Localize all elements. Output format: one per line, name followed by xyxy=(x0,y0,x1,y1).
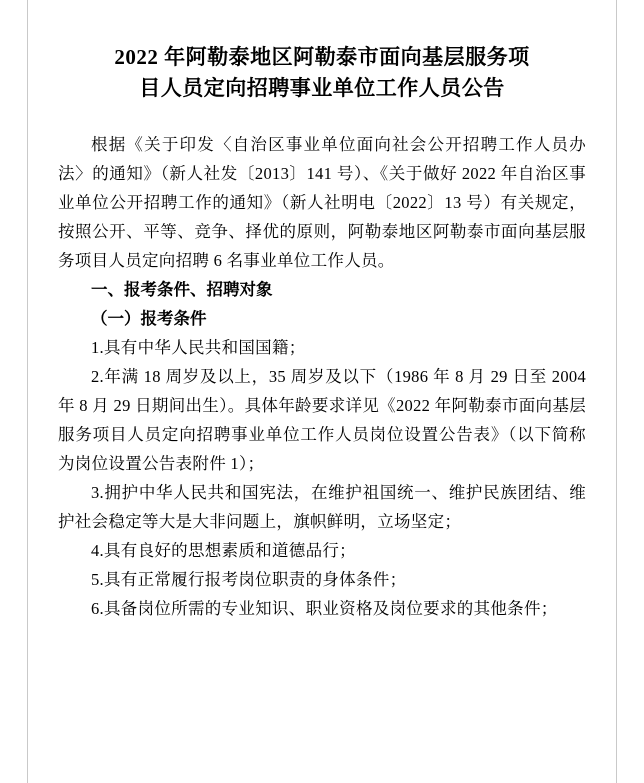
list-item-3: 3.拥护中华人民共和国宪法，在维护祖国统一、维护民族团结、维护社会稳定等大是大非问题上，旗帜鲜明，立场坚定； xyxy=(58,483,586,531)
list-item-2: 2.年满 18 周岁及以上，35 周岁及以下（1986 年 8 月 29 日至 2004 年 8 月 29 日期间出生）。具体年龄要求详见《2022 年阿勒泰市面向基层服务项目人员定向招聘事业单位工作人员岗位设置公告表》（以下简称为岗位设置公告表附件 1）； xyxy=(58,367,586,473)
document-body xyxy=(58,130,586,623)
heading-section-1: 一、报考条件、招聘对象 xyxy=(91,280,273,299)
list-item-1: 1.具有中华人民共和国国籍； xyxy=(91,338,306,357)
page-title xyxy=(58,42,586,104)
title-line-1: 2022 年阿勒泰地区阿勒泰市面向基层服务项 xyxy=(114,45,530,69)
title-line-2: 目人员定向招聘事业单位工作人员公告 xyxy=(139,76,505,100)
list-item-6: 6.具备岗位所需的专业知识、职业资格及岗位要求的其他条件； xyxy=(91,599,558,618)
paragraph-intro: 根据《关于印发〈自治区事业单位面向社会公开招聘工作人员办法〉的通知》（新人社发〔2013〕141 号）、《关于做好 2022 年自治区事业单位公开招聘工作的通知》（新人社明电〔2022〕13 号）有关规定，按照公开、平等、竞争、择优的原则，阿勒泰地区阿勒泰市面向基层服务项目人员定向招聘 6 名事业单位工作人员。 xyxy=(58,135,586,270)
list-item-5: 5.具有正常履行报考岗位职责的身体条件； xyxy=(91,570,407,589)
heading-section-1-1: （一）报考条件 xyxy=(91,309,207,328)
list-item-4: 4.具有良好的思想素质和道德品行； xyxy=(91,541,356,560)
